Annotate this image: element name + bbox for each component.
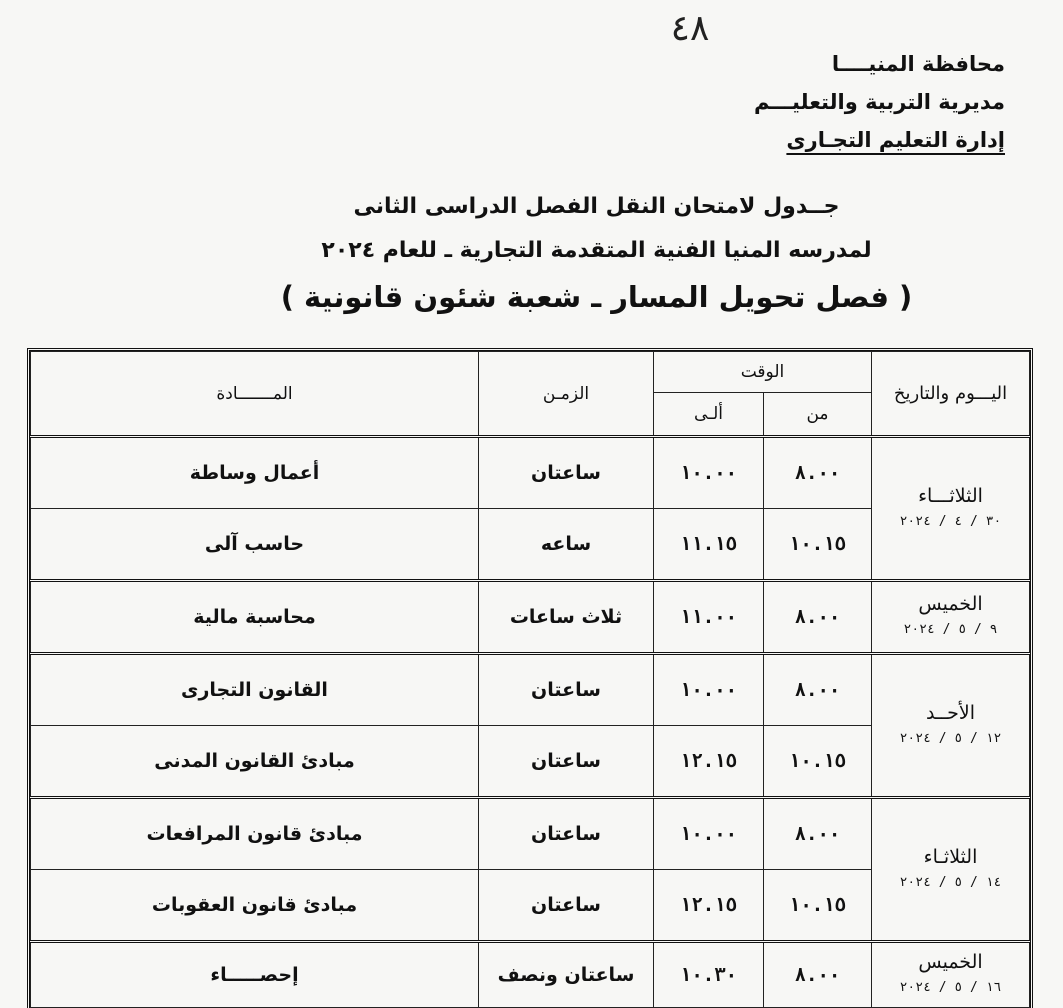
subject: القانون التجارى [31, 654, 479, 726]
letterhead [754, 45, 1005, 159]
day-date: ١٦ / ٥ / ٢٠٢٤ [899, 980, 1002, 995]
subject: مبادئ قانون المرافعات [31, 798, 479, 870]
time-to: ١١.١٥ [653, 509, 763, 581]
header-duration: الزمـن [478, 352, 653, 437]
administration-line: إدارة التعليم التجـارى [786, 128, 1005, 152]
time-to: ١٠.٣٠ [653, 942, 763, 1008]
time-from: ٨.٠٠ [764, 437, 872, 509]
time-to: ١١.٠٠ [653, 581, 763, 654]
day-date: ٣٠ / ٤ / ٢٠٢٤ [899, 513, 1002, 529]
title-line-1: جــدول لامتحان النقل الفصل الدراسى الثانى [353, 194, 840, 219]
day-date: ٩ / ٥ / ٢٠٢٤ [903, 622, 998, 637]
time-from: ٨.٠٠ [764, 581, 872, 654]
time-to: ١٢.١٥ [653, 870, 763, 942]
day-cell [872, 942, 1030, 1008]
duration: ساعتان [478, 654, 653, 726]
day-name: الخميس [918, 951, 983, 973]
subject: مبادئ قانون العقوبات [31, 870, 479, 942]
duration: ساعتان [478, 870, 653, 942]
time-from: ١٠.١٥ [764, 509, 872, 581]
duration: ساعتان [478, 726, 653, 798]
schedule-table [30, 351, 1030, 1008]
time-from: ١٠.١٥ [764, 870, 872, 942]
document-title [0, 185, 1063, 321]
time-to: ١٢.١٥ [653, 726, 763, 798]
title-line-3: ( فصل تحويل المسار ـ شعبة شئون قانونية ) [280, 280, 913, 314]
subject: مبادئ القانون المدنى [31, 726, 479, 798]
day-date: ١٢ / ٥ / ٢٠٢٤ [899, 730, 1002, 746]
duration: ثلاث ساعات [478, 581, 653, 654]
day-date: ١٤ / ٥ / ٢٠٢٤ [899, 874, 1002, 890]
header-subject: المـــــــادة [31, 352, 479, 437]
time-from: ١٠.١٥ [764, 726, 872, 798]
day-name: الثلاثـــاء [918, 484, 983, 507]
day-name: الثلاثـاء [923, 845, 978, 868]
time-from: ٨.٠٠ [764, 798, 872, 870]
time-to: ١٠.٠٠ [653, 654, 763, 726]
header-time: الوقت [653, 352, 871, 393]
subject: حاسب آلى [31, 509, 479, 581]
time-from: ٨.٠٠ [764, 654, 872, 726]
duration: ساعتان [478, 798, 653, 870]
day-cell [872, 798, 1030, 942]
day-cell [872, 437, 1030, 581]
time-to: ١٠.٠٠ [653, 437, 763, 509]
day-name: الخميس [918, 593, 983, 615]
day-cell [872, 654, 1030, 798]
duration: ساعتان ونصف [478, 942, 653, 1008]
header-day-date: اليـــوم والتاريخ [872, 352, 1030, 437]
schedule-table-frame [27, 348, 1033, 1008]
subject: إحصـــــاء [31, 942, 479, 1008]
day-cell [872, 581, 1030, 654]
subject: محاسبة مالية [31, 581, 479, 654]
duration: ساعه [478, 509, 653, 581]
header-from: من [764, 393, 872, 437]
title-line-2: لمدرسه المنيا الفنية المتقدمة التجارية ـ للعام ٢٠٢٤ [321, 238, 872, 263]
header-to: ألـى [653, 393, 763, 437]
handwritten-page-number: ٤٨ [670, 8, 710, 49]
time-to: ١٠.٠٠ [653, 798, 763, 870]
governorate-line: محافظة المنيــــا [831, 52, 1005, 76]
time-from: ٨.٠٠ [764, 942, 872, 1008]
subject: أعمال وساطة [31, 437, 479, 509]
day-name: الأحــد [926, 701, 975, 724]
duration: ساعتان [478, 437, 653, 509]
directorate-line: مديرية التربية والتعليـــم [754, 90, 1005, 114]
